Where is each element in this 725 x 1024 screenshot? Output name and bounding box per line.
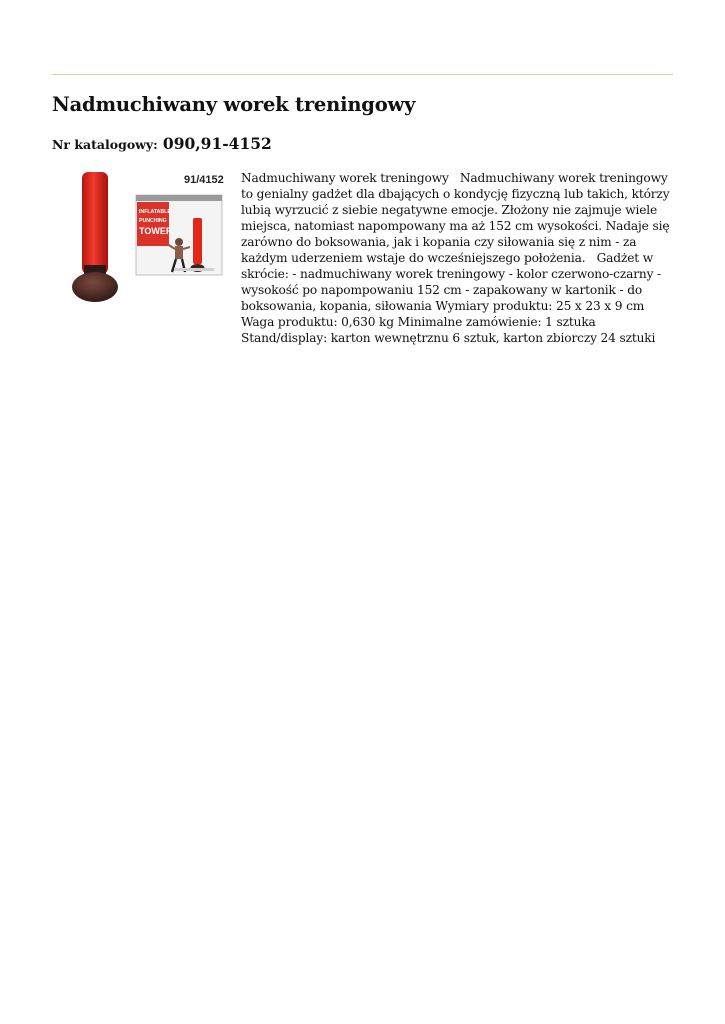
product-description: Nadmuchiwany worek treningowy Nadmuchiwany worek treningowy to genialny gadżet dla dbających o kondycję fizyczną lub takich, którzy lubią wyrzucić z siebie negatywne emocje. Złożony nie zajmuje wiele miejsca, natomiast napompowany ma aż 152 cm wysokości. Nadaje się zarówno do boksowania, jak i kopania czy siłowania się z nim - za każdym uderzeniem wstaje do wcześniejszego położenia. Gadżet w skrócie: - nadmuchiwany worek treningowy - kolor czerwono-czarny - wysokość po napompowaniu 152 cm - zapakowany w kartonik - do boksowania, kopania, siłowania Wymiary produktu: 25 x 23 x 9 cm Waga produktu: 0,630 kg Minimalne zamówienie: 1 sztuka Stand/display: karton wewnętrznu 6 sztuk, karton zbiorczy 24 sztuki xyxy=(241,171,674,345)
catalog-number-row xyxy=(52,134,272,153)
box-text-line-1: INFLATABLE xyxy=(139,209,171,215)
punching-bag-photo-icon xyxy=(62,168,234,310)
header-divider xyxy=(52,74,673,75)
bag-body xyxy=(82,172,108,274)
product-image xyxy=(62,168,234,310)
box-text-line-3: TOWER xyxy=(139,226,173,236)
bag-base xyxy=(72,272,118,302)
box-text-line-2: PUNCHING xyxy=(139,218,167,224)
catalog-label: Nr katalogowy: xyxy=(52,137,158,152)
catalog-number: 090,91-4152 xyxy=(162,134,272,153)
image-code: 91/4152 xyxy=(184,174,224,186)
product-title: Nadmuchiwany worek treningowy xyxy=(52,93,416,116)
